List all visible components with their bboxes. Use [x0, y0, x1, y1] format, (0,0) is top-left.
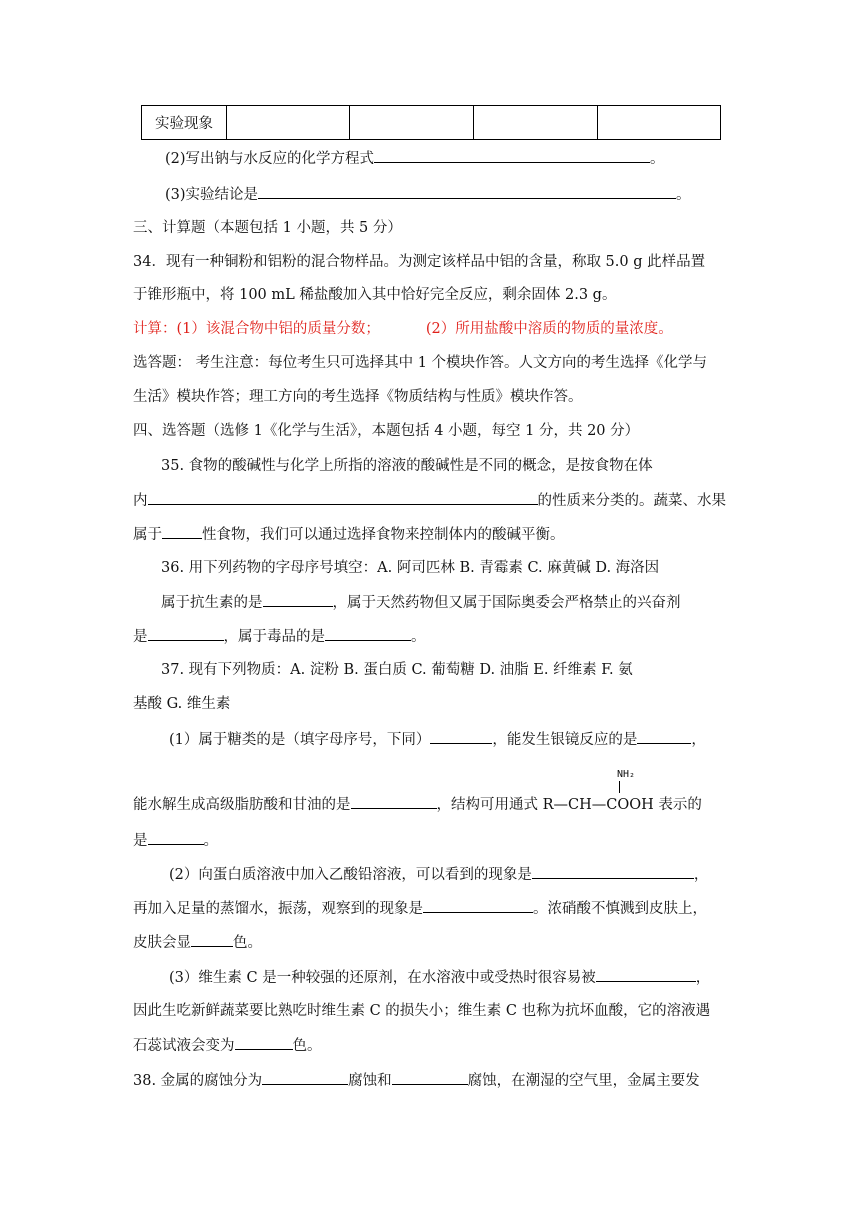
answer-blank[interactable] — [148, 490, 538, 505]
table-row — [142, 106, 721, 140]
answer-blank[interactable] — [351, 794, 437, 809]
answer-blank[interactable] — [392, 1070, 468, 1085]
bond-line — [619, 781, 620, 793]
elective-note-line1: 选答题： 考生注意：每位考生只可选择其中 1 个模块作答。人文方向的考生选择《化学与 — [133, 355, 708, 371]
q34-calc: 计算：(1）该混合物中铝的质量分数； (2）所用盐酸中溶质的物质的量浓度。 — [133, 321, 673, 337]
q35-line2: 内 的性质来分类的。蔬菜、水果 — [133, 490, 726, 511]
answer-blank[interactable] — [637, 729, 691, 744]
answer-blank[interactable] — [191, 932, 233, 947]
answer-blank[interactable] — [148, 626, 224, 641]
q36-line3: 是 ，属于毒品的是 。 — [133, 626, 426, 647]
q37-part1-line1: (1）属于糖类的是（填字母序号，下同） ，能发生银镜反应的是 ， — [169, 729, 706, 750]
answer-blank[interactable] — [148, 830, 204, 845]
q36-line1: 36. 用下列药物的字母序号填空：A. 阿司匹林 B. 青霉素 C. 麻黄碱 D. 海洛因 — [161, 560, 660, 576]
q37-part1-line3: 是 。 — [133, 830, 218, 851]
answer-blank[interactable] — [263, 592, 333, 607]
table-cell — [598, 106, 721, 140]
answer-blank[interactable] — [374, 148, 650, 163]
section3-title: 三、计算题（本题包括 1 小题，共 5 分） — [133, 220, 402, 236]
q37-line2: 基酸 G. 维生素 — [133, 696, 231, 712]
q37-part1-line2: 能水解生成高级脂肪酸和甘油的是 ，结构可用通式 R—CH—COOH 表示的 — [133, 794, 702, 815]
q35-line3: 属于 性食物，我们可以通过选择食物来控制体内的酸碱平衡。 — [133, 524, 565, 545]
table-cell — [474, 106, 598, 140]
table-cell — [350, 106, 474, 140]
answer-blank[interactable] — [235, 1035, 293, 1050]
q37-part3-line1: (3）维生素 C 是一种较强的还原剂，在水溶液中或受热时很容易被 ， — [169, 967, 710, 988]
answer-blank[interactable] — [423, 898, 533, 913]
answer-blank[interactable] — [325, 626, 411, 641]
answer-blank[interactable] — [262, 1070, 348, 1085]
q34-line2: 于锥形瓶中，将 100 mL 稀盐酸加入其中恰好完全反应，剩余固体 2.3 g。 — [133, 287, 617, 303]
table-row-label: 实验现象 — [142, 106, 227, 140]
q37-part2-line1: (2）向蛋白质溶液中加入乙酸铅溶液，可以看到的现象是 ， — [169, 864, 708, 885]
answer-blank[interactable] — [258, 184, 676, 199]
q37-part3-line2: 因此生吃新鲜蔬菜要比熟吃时维生素 C 的损失小；维生素 C 也称为抗坏血酸，它的溶液遇 — [133, 1003, 711, 1019]
nh2-label: NH₂ — [617, 769, 636, 780]
q35-line1: 35. 食物的酸碱性与化学上所指的溶液的酸碱性是不同的概念，是按食物在体 — [161, 458, 653, 474]
q33-part3: (3)实验结论是 。 — [165, 184, 691, 205]
section4-title: 四、选答题（选修 1《化学与生活》，本题包括 4 小题，每空 1 分，共 20 分） — [133, 423, 640, 439]
answer-blank[interactable] — [596, 967, 696, 982]
answer-blank[interactable] — [532, 864, 694, 879]
table-cell — [227, 106, 350, 140]
q34-line1: 34．现有一种铜粉和铝粉的混合物样品。为测定该样品中铝的含量，称取 5.0 g 此样品置 — [133, 254, 706, 270]
elective-note-line2: 生活》模块作答；理工方向的考生选择《物质结构与性质》模块作答。 — [133, 389, 583, 405]
observation-table — [141, 105, 721, 140]
answer-blank[interactable] — [430, 729, 492, 744]
q37-part2-line2: 再加入足量的蒸馏水，振荡，观察到的现象是 。浓硝酸不慎溅到皮肤上， — [133, 898, 707, 919]
answer-blank[interactable] — [162, 524, 202, 539]
q38-line1: 38. 金属的腐蚀分为 腐蚀和 腐蚀，在潮湿的空气里，金属主要发 — [133, 1070, 700, 1091]
q33-part2: (2)写出钠与水反应的化学方程式 。 — [165, 148, 665, 169]
q37-line1: 37. 现有下列物质：A. 淀粉 B. 蛋白质 C. 葡萄糖 D. 油脂 E. 纤维素 F. 氨 — [161, 662, 633, 678]
q37-part3-line3: 石蕊试液会变为 色。 — [133, 1035, 322, 1056]
q36-line2: 属于抗生素的是 ，属于天然药物但又属于国际奥委会严格禁止的兴奋剂 — [161, 592, 681, 613]
q37-part2-line3: 皮肤会显 色。 — [133, 932, 262, 953]
